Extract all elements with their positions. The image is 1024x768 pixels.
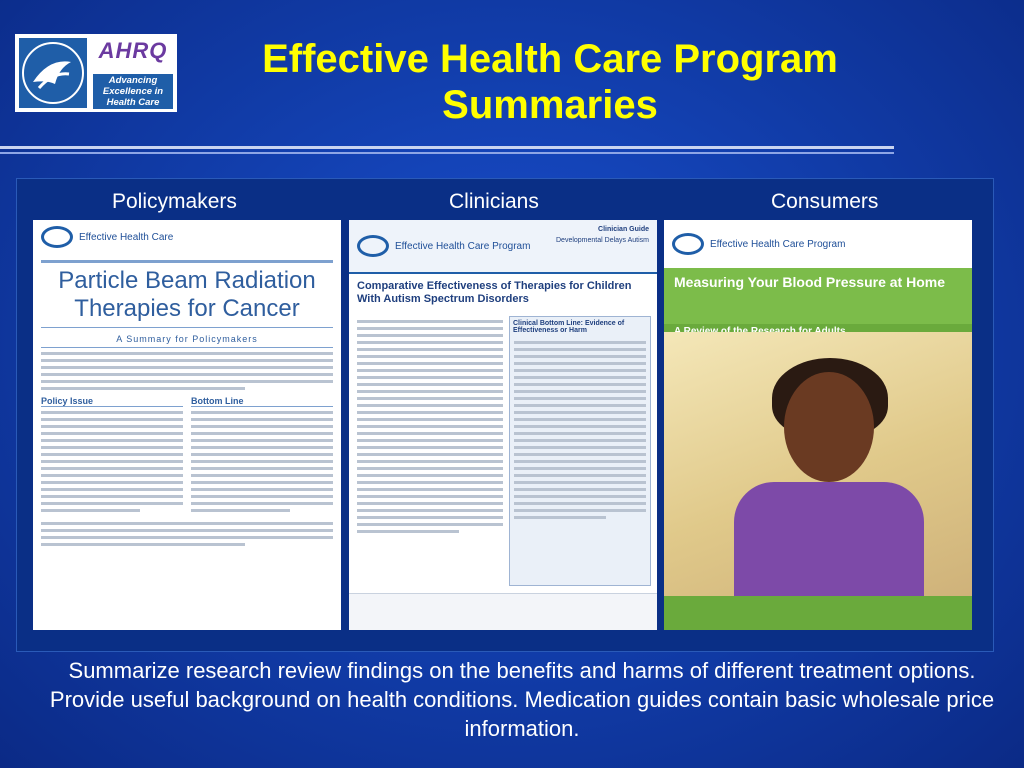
slide-caption: Summarize research review findings on the benefits and harms of different treatment options. Provide useful background on health conditions. Medication guides contain basic wholesale price information.	[49, 658, 995, 741]
doc1-brand-text: Effective Health Care	[79, 231, 174, 243]
doc1-intro-text	[41, 352, 333, 390]
doc3-title-band	[664, 268, 972, 324]
title-divider-secondary	[0, 152, 894, 154]
ehc-logo-icon	[357, 235, 389, 257]
doc1-section2-heading: Bottom Line	[191, 396, 333, 407]
doc2-body-text	[357, 316, 503, 537]
ahrq-logo-text: AHRQ	[98, 38, 168, 63]
doc3-title: Measuring Your Blood Pressure at Home	[674, 274, 945, 290]
audience-label-consumers: Consumers	[771, 190, 879, 213]
doc3-footer	[664, 596, 972, 630]
doc2-brand	[357, 226, 530, 266]
consumers-summary-thumbnail	[664, 220, 972, 630]
doc1-section1-heading: Policy Issue	[41, 396, 183, 407]
hhs-seal-icon	[19, 38, 87, 108]
woman-measuring-blood-pressure-photo	[664, 332, 972, 596]
doc1-policy-issue	[41, 396, 183, 516]
doc1-columns	[41, 396, 333, 516]
doc1-brand	[33, 220, 341, 254]
doc2-bottom-line-box	[509, 316, 651, 586]
ahrq-tagline: Advancing Excellence in Health Care	[93, 74, 173, 109]
doc2-badge-block	[556, 226, 649, 266]
doc2-footer	[349, 593, 657, 630]
doc1-source-text	[41, 522, 333, 546]
doc1-title: Particle Beam Radiation Therapies for Cancer	[41, 260, 333, 328]
clinicians-guide-thumbnail	[349, 220, 657, 630]
policymakers-summary-thumbnail	[33, 220, 341, 630]
ehc-logo-icon	[672, 233, 704, 255]
doc2-header	[349, 220, 657, 274]
audience-label-policymakers: Policymakers	[112, 190, 237, 213]
doc3-brand-text: Effective Health Care Program	[710, 238, 846, 250]
doc2-badge: Clinician Guide	[598, 226, 649, 233]
audience-label-clinicians: Clinicians	[449, 190, 539, 213]
ahrq-logo	[91, 36, 175, 110]
title-line-1: Effective Health Care Program	[262, 37, 838, 81]
doc1-bottom-line	[191, 396, 333, 516]
doc2-title: Comparative Effectiveness of Therapies for Children With Autism Spectrum Disorders	[357, 280, 632, 305]
page-title	[200, 36, 900, 128]
doc1-subtitle: A Summary for Policymakers	[41, 334, 333, 348]
doc2-brand-text: Effective Health Care Program	[395, 240, 531, 252]
logo-block	[15, 34, 177, 112]
doc2-box-title: Clinical Bottom Line: Evidence of Effectiveness or Harm	[513, 320, 625, 334]
doc3-brand	[664, 220, 972, 268]
doc2-topic: Developmental Delays Autism	[556, 237, 649, 244]
title-line-2: Summaries	[442, 83, 658, 127]
title-divider	[0, 146, 894, 149]
ehc-logo-icon	[41, 226, 73, 248]
